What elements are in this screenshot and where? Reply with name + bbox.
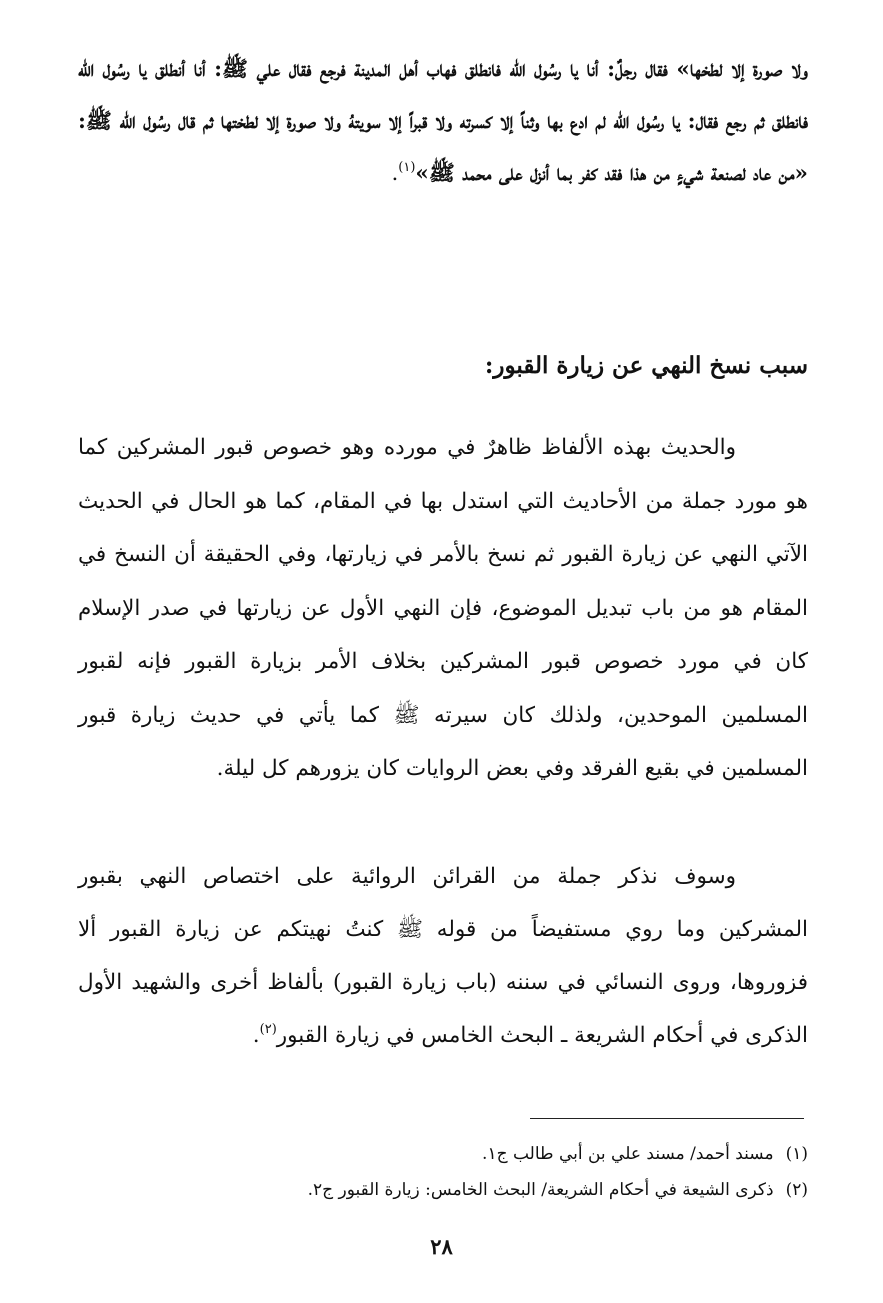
- paragraph-explanation: والحديث بهذه الألفاظ ظاهرٌ في مورده وهو خصوص قبور المشركين كما هو مورد جملة من الأحاديث التي استدل بها في المقام، كما هو الحال في الحديث الآتي النهي عن زيارة القبور ثم نسخ بالأمر في زيارتها، وفي الحقيقة أن النسخ في المقام هو من باب تبديل الموضوع، فإن النهي الأول عن زيارتها في صدر الإسلام كان في مورد خصوص قبور المشركين بخلاف الأمر بزيارة القبور فإنه لقبور المسلمين الموحدين، ولذلك كان سيرته ﷺ كما يأتي في حديث زيارة قبور المسلمين في بقيع الفرقد وفي بعض الروايات كان يزورهم كل ليلة.: [78, 435, 808, 781]
- section-heading: سبب نسخ النهي عن زيارة القبور:: [484, 352, 808, 379]
- paragraph-hadith: [78, 44, 808, 200]
- footnote-number: (٢): [785, 1180, 808, 1200]
- page-number: ٢٨: [430, 1234, 453, 1259]
- footnote-item: [78, 1172, 808, 1208]
- footnote-text: مسند أحمد/ مسند علي بن أبي طالب ج١.: [482, 1144, 774, 1164]
- sentence-end: .: [391, 161, 399, 186]
- footnote-divider: [530, 1118, 804, 1119]
- paragraph-text: وسوف نذكر جملة من القرائن الروائية على اختصاص النهي بقبور المشركين وما روي مستفيضاً من قوله ﷺ كنتُ نهيتكم عن زيارة القبور ألا فزوروها، وروى النسائي في سننه (باب زيارة القبور) بألفاظ أخرى والشهيد الأول الذكرى في أحكام الشريعة ـ البحث الخامس في زيارة القبور: [78, 864, 808, 1048]
- footnote-ref-1[interactable]: (١): [398, 160, 416, 175]
- footnote-number: (١): [785, 1144, 808, 1164]
- sentence-end: .: [252, 1023, 260, 1048]
- footnotes-list: [78, 1136, 808, 1208]
- paragraph-text: ولا صورة إلا لطخها» فقال رجلٌ: أنا يا رسُول الله فانطلق فهاب أهل المدينة فرجع فقال علي ﷺ: أنا أنطلق يا رسُول الله فانطلق ثم رجع فقال: يا رسُول الله لم ادع بها وثناً إلا كسرته ولا قبراً إلا سويتهُ ولا صورة إلا لطختها ثم قال رسُول الله ﷺ:: [78, 57, 808, 134]
- footnote-ref-2[interactable]: (٢): [259, 1022, 277, 1037]
- footnote-item: [78, 1136, 808, 1172]
- paragraph-evidence: [78, 850, 808, 1062]
- footnote-text: ذكرى الشيعة في أحكام الشريعة/ البحث الخامس: زيارة القبور ج٢.: [307, 1180, 774, 1200]
- hadith-quote: «من عاد لصنعة شيءٍ من هذا فقد كفر بما أنزل على محمد ﷺ»: [415, 161, 808, 186]
